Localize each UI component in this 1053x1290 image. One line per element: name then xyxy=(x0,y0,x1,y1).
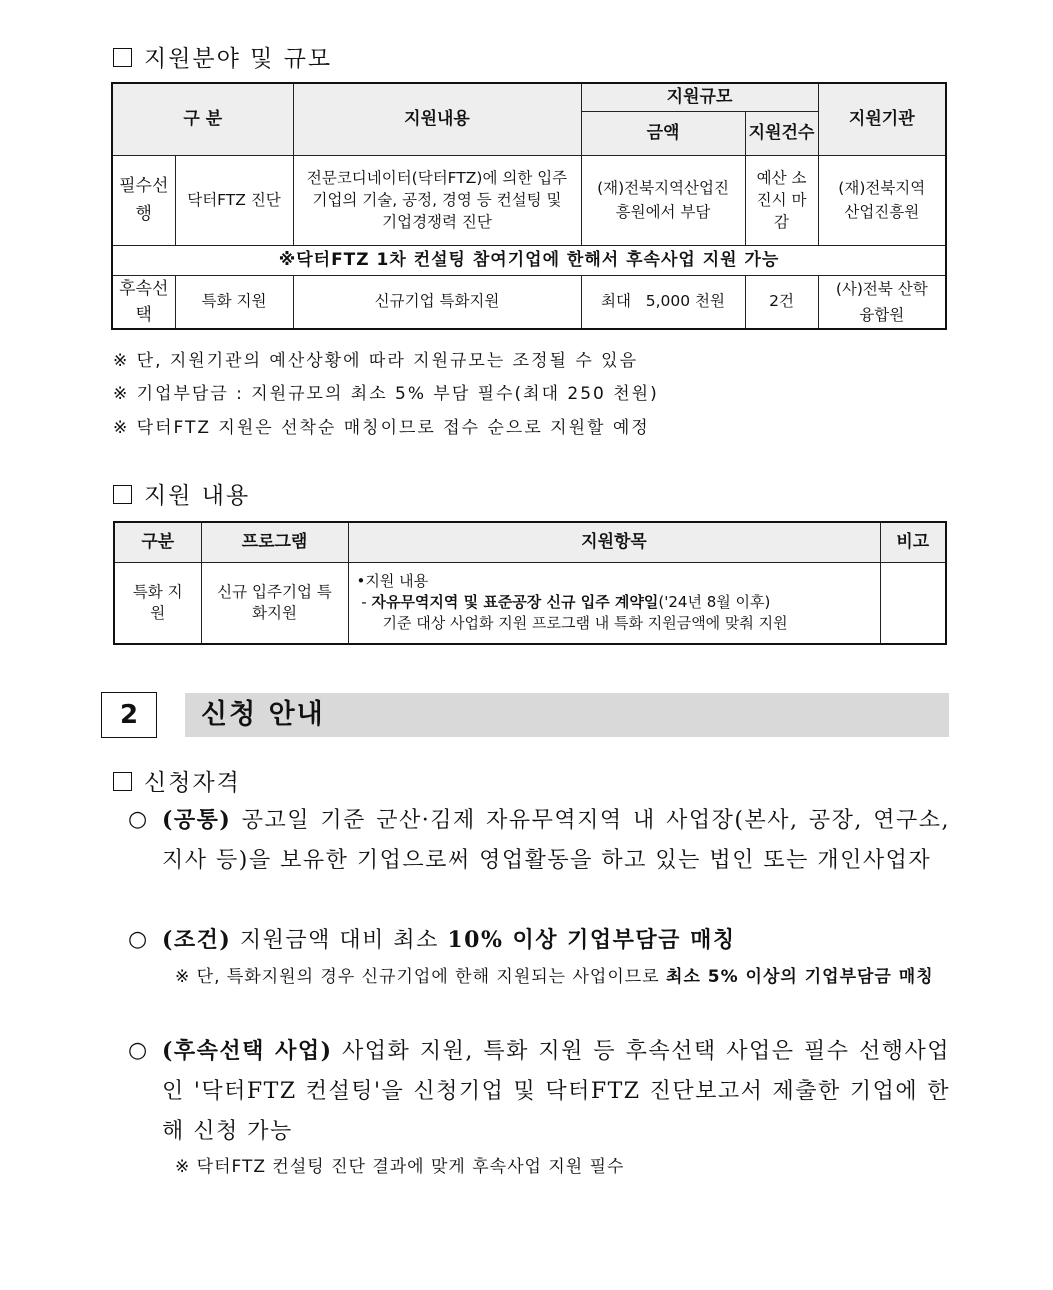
items-line2: - 자유무역지역 및 표준공장 신규 입주 계약일('24년 8월 이후) xyxy=(356,593,771,612)
row-category: 특화 지원 xyxy=(114,562,201,644)
row2-amount: 최대 5,000 천원 xyxy=(581,275,745,329)
eligibility-followup: (후속선택 사업) 사업화 지원, 특화 지원 등 후속선택 사업은 필수 선행사업인 '닥터FTZ 컨설팅'을 신청기업 및 닥터FTZ 진단보고서 제출한 기업에 한해 신청 가능 xyxy=(162,1038,950,1144)
row1-type: 필수선행 xyxy=(112,155,175,245)
condition-note: ※ 단, 특화지원의 경우 신규기업에 한해 지원되는 사업이므로 최소 5% 이상의 기업부담금 매칭 xyxy=(175,967,934,987)
section-heading-scale: 지원분야 및 규모 xyxy=(113,40,332,73)
header-category: 구분 xyxy=(114,522,201,562)
header-program: 프로그램 xyxy=(201,522,348,562)
header-items: 지원항목 xyxy=(348,522,880,562)
sub-heading-eligibility: 신청자격 xyxy=(113,764,241,797)
header-scale: 지원규모 xyxy=(581,83,818,111)
support-content-table xyxy=(113,521,947,645)
row2-count: 2건 xyxy=(745,275,818,329)
row2-type: 후속선택 xyxy=(112,275,175,329)
bullet-icon: ○ xyxy=(128,927,149,952)
header-remark: 비고 xyxy=(880,522,946,562)
checkbox-square-icon xyxy=(113,772,132,791)
row1-sub: 닥터FTZ 진단 xyxy=(175,155,293,245)
row-items xyxy=(348,562,880,644)
row2-sub: 특화 지원 xyxy=(175,275,293,329)
row1-org: (재)전북지역 산업진흥원 xyxy=(818,155,946,245)
checkbox-square-icon xyxy=(113,485,132,504)
header-org: 지원기관 xyxy=(818,83,946,155)
row1-amount: (재)전북지역산업진흥원에서 부담 xyxy=(581,155,745,245)
support-scale-table xyxy=(111,82,947,330)
bullet-icon: ○ xyxy=(128,807,149,832)
followup-note: ※ 닥터FTZ 컨설팅 진단 결과에 맞게 후속사업 지원 필수 xyxy=(175,1157,625,1177)
notice-row: ※닥터FTZ 1차 컨설팅 참여기업에 한해서 후속사업 지원 가능 xyxy=(112,245,946,275)
bullet-icon: ○ xyxy=(128,1038,149,1063)
header-count: 지원건수 xyxy=(745,111,818,155)
note-line: ※ 닥터FTZ 지원은 선착순 매칭이므로 접수 순으로 지원할 예정 xyxy=(113,418,650,438)
header-content: 지원내용 xyxy=(293,83,581,155)
note-line: ※ 단, 지원기관의 예산상황에 따라 지원규모는 조정될 수 있음 xyxy=(113,351,639,371)
items-line1: •지원 내용 xyxy=(356,572,429,591)
header-amount: 금액 xyxy=(581,111,745,155)
table-row xyxy=(112,155,946,245)
row-remark xyxy=(880,562,946,644)
header-category: 구 분 xyxy=(112,83,293,155)
row-program: 신규 입주기업 특화지원 xyxy=(201,562,348,644)
table-row xyxy=(112,275,946,329)
section-title: 신청 안내 xyxy=(185,693,949,737)
eligibility-common: (공통) 공고일 기준 군산·김제 자유무역지역 내 사업장(본사, 공장, 연구소, 지사 등)을 보유한 기업으로써 영업활동을 하고 있는 법인 또는 개인사업자 xyxy=(162,807,950,873)
note-line: ※ 기업부담금 : 지원규모의 최소 5% 부담 필수(최대 250 천원) xyxy=(113,384,659,404)
items-line3: 기준 대상 사업화 지원 프로그램 내 특화 지원금액에 맞춰 지원 xyxy=(382,614,788,633)
table-row xyxy=(114,562,946,644)
row1-content: 전문코디네이터(닥터FTZ)에 의한 입주기업의 기술, 공정, 경영 등 컨설팅 및 기업경쟁력 진단 xyxy=(293,155,581,245)
section-number: 2 xyxy=(101,692,157,738)
eligibility-condition: (조건) 지원금액 대비 최소 10% 이상 기업부담금 매칭 xyxy=(162,927,736,953)
checkbox-square-icon xyxy=(113,48,132,67)
row2-org: (사)전북 산학융합원 xyxy=(818,275,946,329)
section-heading-content: 지원 내용 xyxy=(113,477,250,510)
row2-content: 신규기업 특화지원 xyxy=(293,275,581,329)
row1-count: 예산 소진시 마감 xyxy=(745,155,818,245)
